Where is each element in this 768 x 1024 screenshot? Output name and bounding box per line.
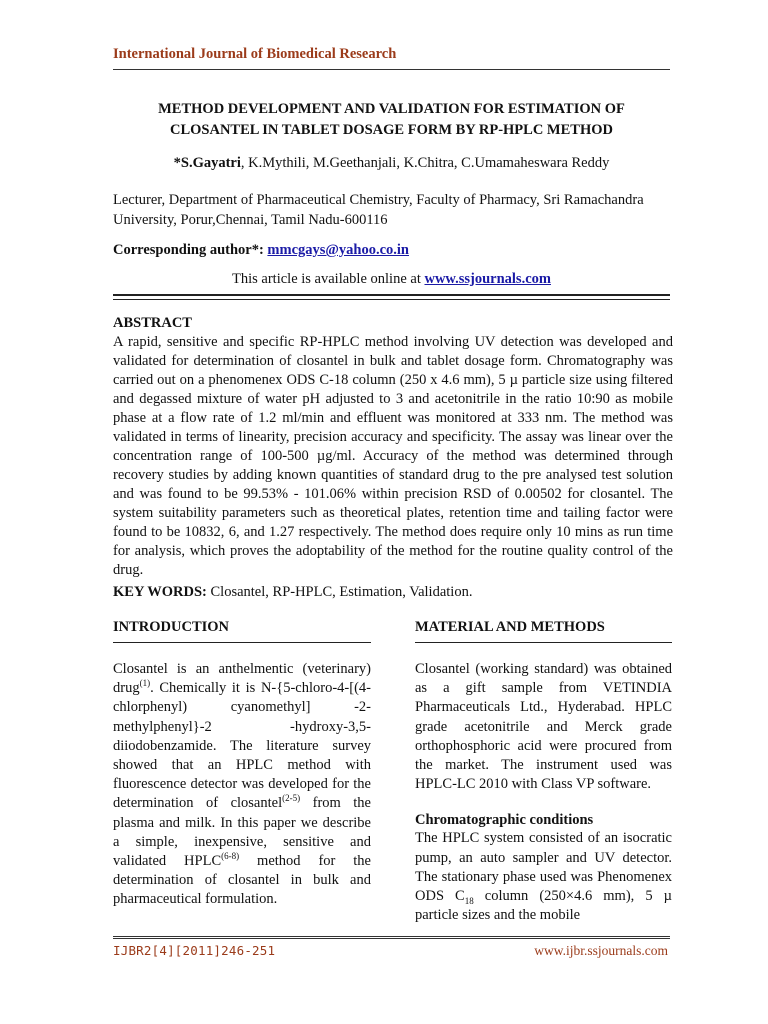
c18-subscript: 18 <box>464 895 474 906</box>
materials-heading: MATERIAL AND METHODS <box>415 619 605 635</box>
citation-6-8: (6-8) <box>221 851 240 862</box>
keywords-label: KEY WORDS: <box>113 584 207 600</box>
corresponding-author <box>113 242 409 259</box>
intro-text-4: method for the determination of closantel in bulk and pharmaceutical formulation. <box>113 853 371 908</box>
introduction-heading-rule <box>113 642 371 643</box>
title-line-2: CLOSANTEL IN TABLET DOSAGE FORM BY RP-HPLC METHOD <box>170 122 613 138</box>
keywords <box>113 584 472 601</box>
header-divider <box>113 69 670 70</box>
section-divider-top <box>113 294 670 296</box>
intro-text-3: from the plasma and milk. In this paper we describe a simple, inexpensive, sensitive and validated HPLC <box>113 795 371 870</box>
materials-body: Closantel (working standard) was obtained as a gift sample from VETINDIA Pharmaceuticals Ltd., Hyderabad. HPLC grade acetonitrile and Merck grade orthophosphoric acid were procured from the market. The instrument used was HPLC-LC 2010 with Class VP software. <box>415 661 672 793</box>
corresponding-email-link[interactable]: mmcgays@yahoo.co.in <box>267 242 409 258</box>
corresponding-label: Corresponding author*: <box>113 242 264 258</box>
section-divider-bottom <box>113 299 670 300</box>
footer-divider <box>113 936 670 939</box>
author-list <box>113 155 670 172</box>
intro-text-1: Closantel is an anthelmentic (veterinary) drug <box>113 661 371 697</box>
citation-2-5: (2-5) <box>282 793 301 804</box>
abstract-body: A rapid, sensitive and specific RP-HPLC method involving UV detection was developed and validated for determination of closantel in bulk and tablet dosage form. Chromatography was carried out on a phenomenex ODS C-18 column (250 x 4.6 mm), 5 µ particle size using filtered and degassed mixture of water pH adjusted to 3 and acetonitrile in the ratio 10:90 as mobile phase at a flow rate of 1.2 ml/min and effluent was monitored at 333 nm. The method was validated in terms of linearity, precision accuracy and specificity. The assay was linear over the concentration range of 100-500 µg/ml. Accuracy of the method was determined through recovery studies by adding known quantities of standard drug to the pre analysed test solution and was found to be 99.53% - 101.06% within precision RSD of 0.00502 for closantel. The system suitability parameters such as theoretical plates, retention time and tailing factor were found to be 10832, 6, and 1.27 respectively. The method does require only 10 mins as run time for analysis, which proves the adoptability of the method for the routine quality control of the drug. <box>113 334 673 578</box>
keywords-text: Closantel, RP-HPLC, Estimation, Validation. <box>206 584 473 600</box>
chromatographic-conditions-heading: Chromatographic conditions <box>415 812 594 829</box>
chromatographic-conditions-body <box>415 829 672 925</box>
co-authors: , K.Mythili, M.Geethanjali, K.Chitra, C.Umamaheswara Reddy <box>240 155 610 171</box>
availability-text: This article is available online at <box>232 271 421 287</box>
footer-website[interactable]: www.ijbr.ssjournals.com <box>534 943 668 958</box>
citation-1: (1) <box>139 678 151 689</box>
footer-citation: IJBR2[4][2011]246-251 <box>113 943 276 958</box>
availability-note <box>113 271 670 288</box>
conditions-text-1: The HPLC system consisted of an isocratic pump, an auto sampler and UV detector. The stationary phase used was Phenomenex ODS C <box>415 830 672 905</box>
journal-website-link[interactable]: www.ssjournals.com <box>424 271 551 287</box>
conditions-text-2: column (250×4.6 mm), 5 µ particle sizes and the mobile <box>415 888 672 924</box>
introduction-body <box>113 660 371 910</box>
lead-author: *S.Gayatri <box>173 155 241 171</box>
introduction-column <box>113 619 371 910</box>
article-title <box>113 99 670 141</box>
journal-name: International Journal of Biomedical Research <box>113 46 397 62</box>
materials-column <box>415 619 672 925</box>
title-line-1: METHOD DEVELOPMENT AND VALIDATION FOR ESTIMATION OF <box>158 101 625 117</box>
abstract-heading: ABSTRACT <box>113 315 192 331</box>
introduction-heading: INTRODUCTION <box>113 619 230 635</box>
affiliation: Lecturer, Department of Pharmaceutical Chemistry, Faculty of Pharmacy, Sri Ramachandra University, Porur,Chennai, Tamil Nadu-600116 <box>113 192 644 228</box>
materials-heading-rule <box>415 642 672 643</box>
intro-text-2: . Chemically it is N-{5-chloro-4-[(4-chlorphenyl) cyanomethyl] -2-methylphenyl}-2 -hydroxy-3,5-diiodobenzamide. The literature survey showed that an HPLC method with fluorescence detector was developed for the determination of closantel <box>113 680 371 812</box>
